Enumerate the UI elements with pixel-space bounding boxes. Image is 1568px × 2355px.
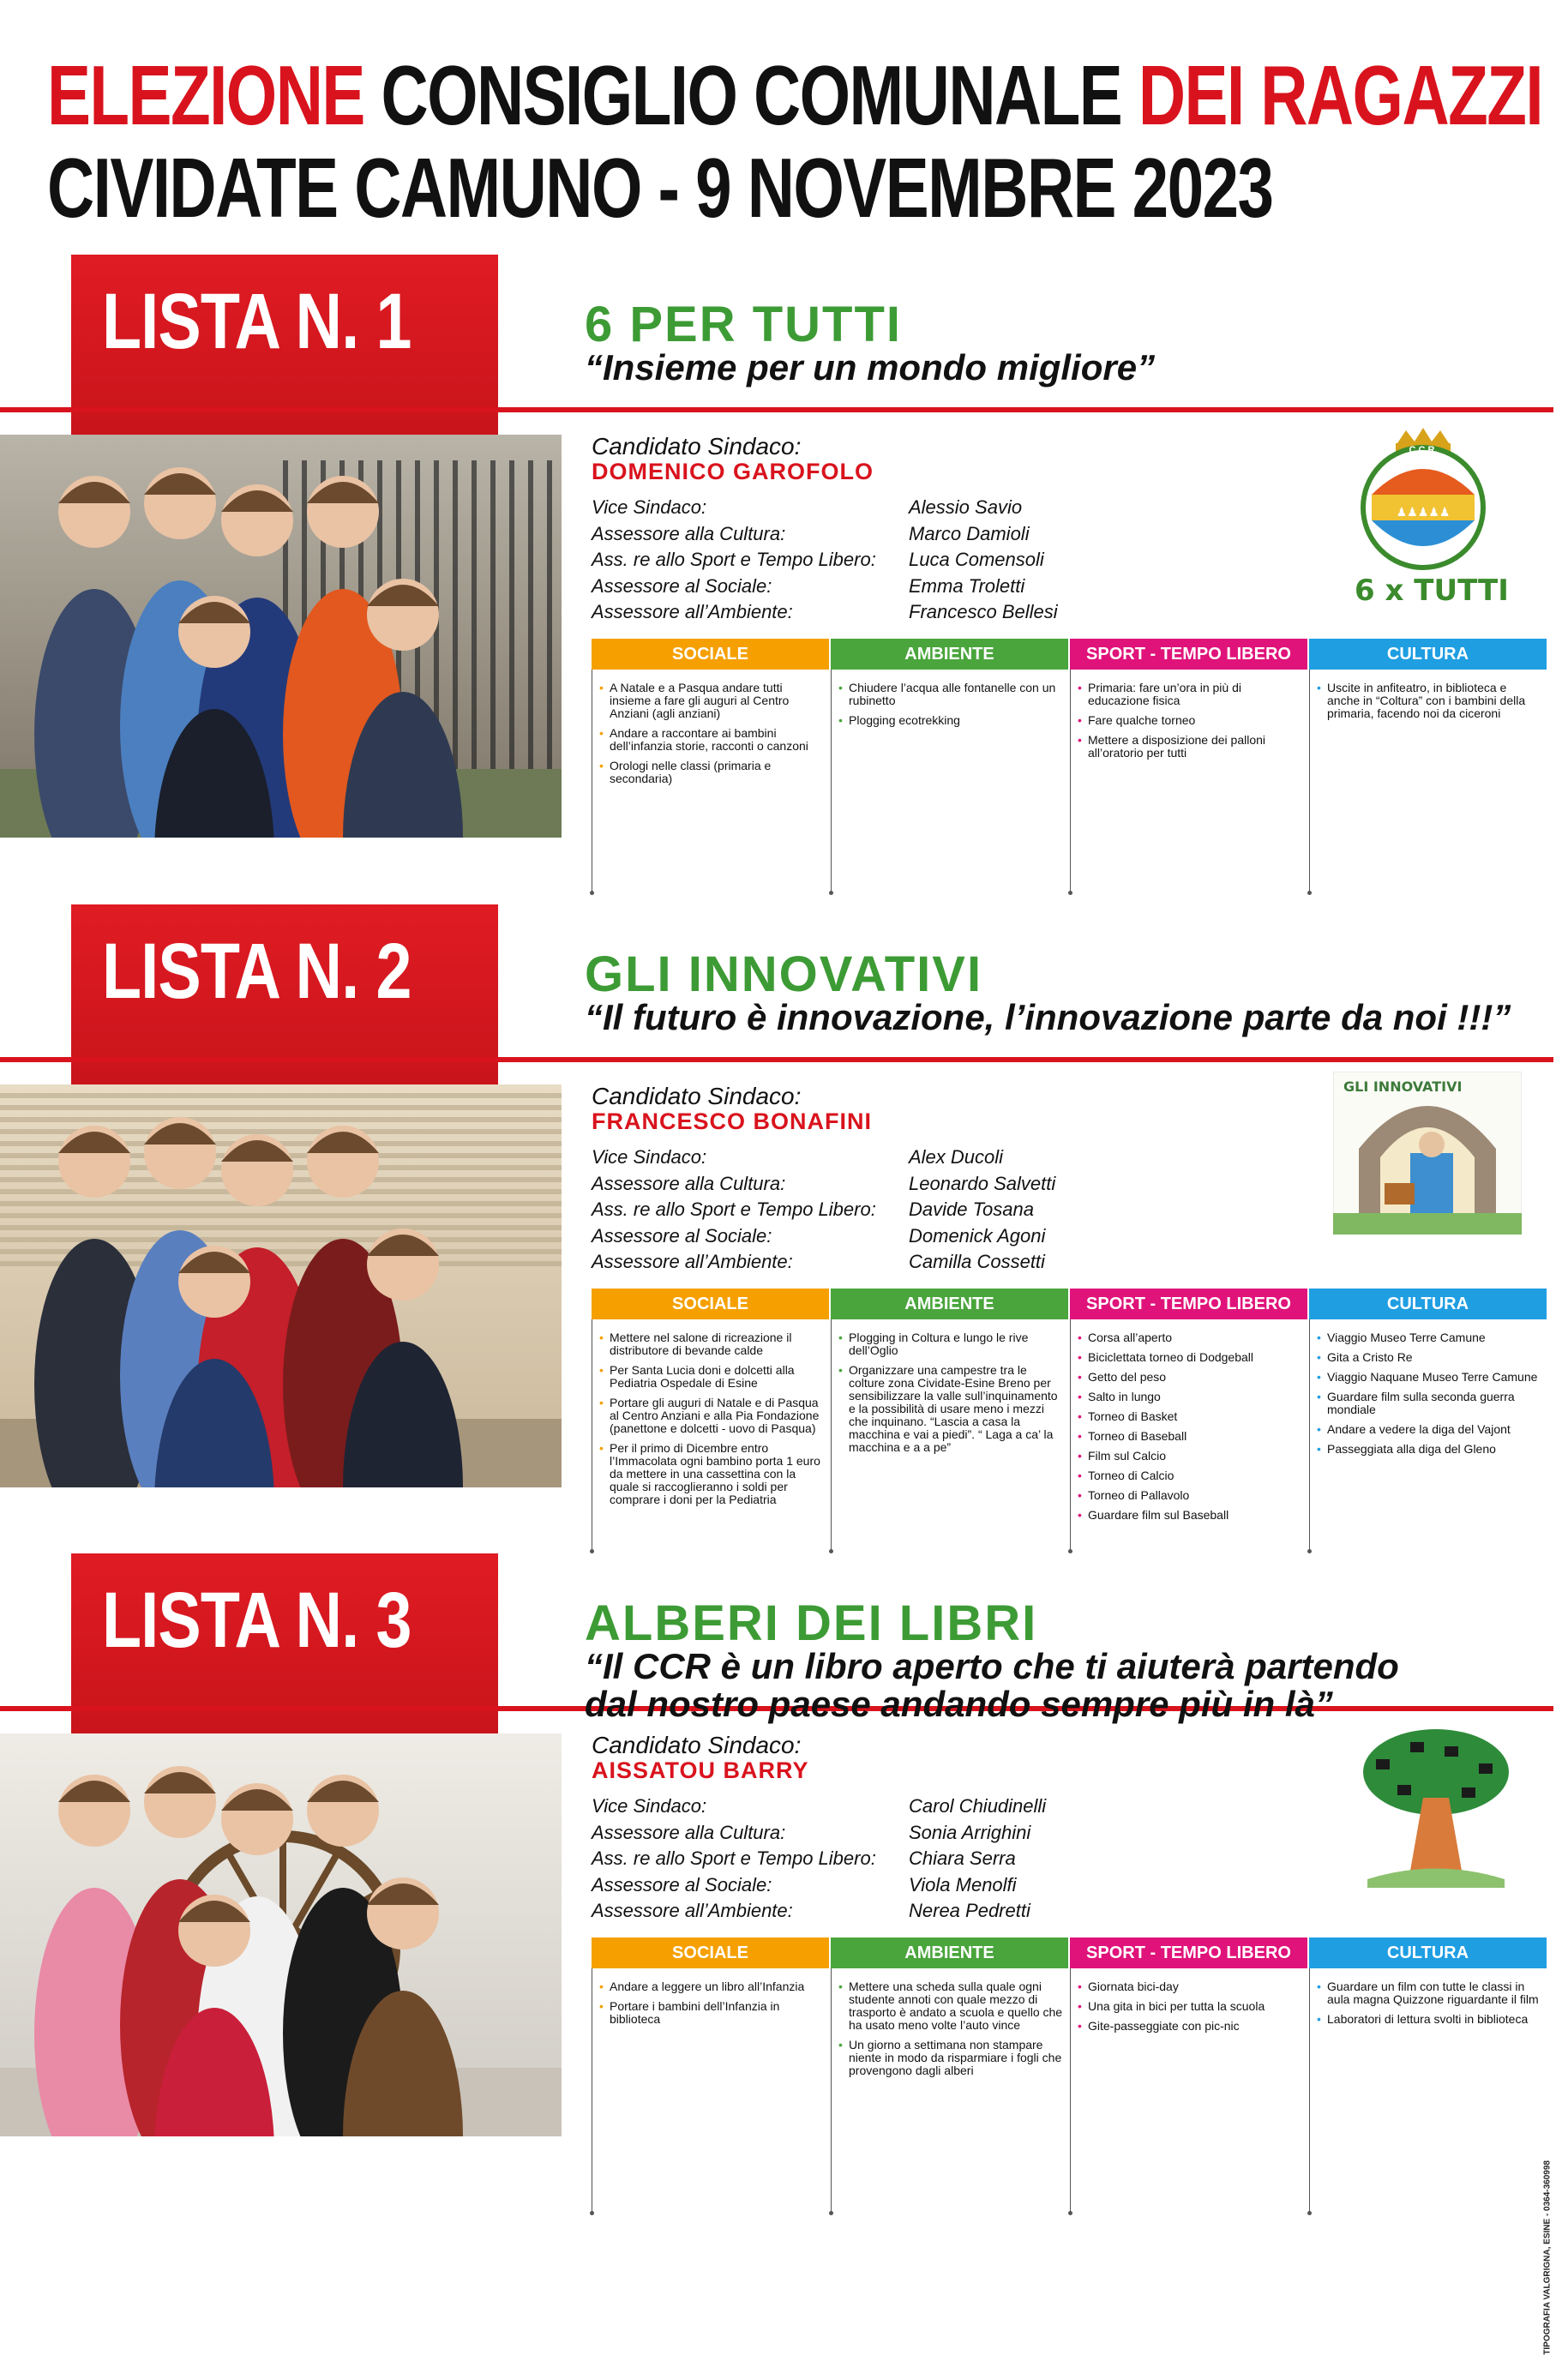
mayor-candidate-label: Candidato Sindaco:	[592, 1732, 802, 1758]
role-label: Ass. re allo Sport e Tempo Libero:	[592, 1847, 876, 1869]
role-label: Vice Sindaco:	[592, 1795, 707, 1817]
role-label: Assessore al Sociale:	[592, 574, 772, 597]
program-header-cultura: CULTURA	[1309, 639, 1547, 670]
program-item: • Per Santa Lucia doni e dolcetti alla Pediatria Ospedale di Esine	[610, 1364, 825, 1390]
program-item: • Laboratori di lettura svolti in biblioteca	[1327, 2013, 1542, 2026]
header-line-2: CIVIDATE CAMUNO - 9 NOVEMBRE 2023	[47, 141, 1273, 235]
section-divider	[0, 1057, 1553, 1062]
list-name: GLI INNOVATIVI	[585, 946, 983, 1002]
role-label: Assessore all’Ambiente:	[592, 601, 793, 622]
mayor-candidate-label: Candidato Sindaco:	[592, 1083, 802, 1109]
role-label: Assessore al Sociale:	[592, 1873, 772, 1895]
program-header-sociale: SOCIALE	[592, 1937, 829, 1968]
list-motto-line-2: dal nostro paese andando sempre più in là”	[585, 1684, 1333, 1724]
program-item: • Orologi nelle classi (primaria e secondaria)	[610, 760, 825, 785]
role-person: Emma Troletti	[909, 574, 1025, 597]
program-item: • Fare qualche torneo	[1088, 714, 1303, 727]
program-header-sport: SPORT - TEMPO LIBERO	[1070, 1937, 1307, 1968]
program-item: • Plogging ecotrekking	[849, 714, 1064, 727]
program-item: • Una gita in bici per tutta la scuola	[1088, 2000, 1303, 2013]
title-dei-ragazzi: DEI RAGAZZI	[1138, 48, 1543, 142]
logo-text: 6 x TUTTI	[1355, 574, 1509, 608]
list-section-3	[0, 1553, 1568, 2205]
role-person: Alex Ducoli	[909, 1146, 1004, 1168]
program-item: • Passeggiata alla diga del Gleno	[1327, 1443, 1542, 1456]
list-section-2	[0, 904, 1568, 1556]
program-item: • A Natale e a Pasqua andare tutti insieme a fare gli auguri al Centro Anziani (agli anziani)	[610, 682, 825, 720]
list-motto: “Il CCR è un libro aperto che ti aiuterà partendo	[585, 1646, 1399, 1686]
program-item: • Salto in lungo	[1088, 1391, 1303, 1403]
role-person: Camilla Cossetti	[909, 1251, 1045, 1272]
program-column-cultura	[1309, 670, 1549, 892]
program-header-ambiente: AMBIENTE	[831, 639, 1068, 670]
svg-text:♟♟♟♟♟: ♟♟♟♟♟	[1396, 506, 1451, 520]
column-tick	[1307, 2211, 1312, 2215]
list-section-1	[0, 255, 1568, 906]
program-column-sociale	[592, 670, 832, 892]
column-tick	[1307, 891, 1312, 895]
program-item: • Per il primo di Dicembre entro l’Immacolata ogni bambino porta 1 euro da mettere in una cassettina con la quale si raccoglieranno i soldi per comprare i doni per la Pediatria	[610, 1442, 825, 1506]
role-person: Davide Tosana	[909, 1199, 1034, 1220]
program-item: • Portare gli auguri di Natale e di Pasqua al Centro Anziani e alla Pia Fondazione (panettone e dolcetti - uovo di Pasqua)	[610, 1397, 825, 1435]
list-logo	[1350, 1721, 1522, 1896]
role-person: Chiara Serra	[909, 1847, 1016, 1869]
program-item: • Primaria: fare un’ora in più di educazione fisica	[1088, 682, 1303, 707]
role-person: Sonia Arrighini	[909, 1821, 1031, 1843]
mayor-candidate-name: DOMENICO GAROFOLO	[592, 459, 874, 484]
program-item: • Andare a raccontare ai bambini dell’infanzia storie, racconti o canzoni	[610, 727, 825, 753]
program-item: • Film sul Calcio	[1088, 1450, 1303, 1463]
column-tick	[1068, 2211, 1072, 2215]
program-item: • Organizzare una campestre tra le colture zona Cividate-Esine Breno per sensibilizzare la valle sull’inquinamento e la possibilità di usare meno i mezzi che inquinano. “Lascia a casa la macchina e vai a piedi”. “ Laga a ca’ la macchina e a a pe”	[849, 1364, 1064, 1454]
role-person: Carol Chiudinelli	[909, 1795, 1047, 1817]
program-item: • Corsa all’aperto	[1088, 1331, 1303, 1344]
program-header-ambiente: AMBIENTE	[831, 1289, 1068, 1319]
program-column-cultura	[1309, 1968, 1549, 2213]
program-item: • Torneo di Pallavolo	[1088, 1489, 1303, 1502]
candidates-group-photo	[0, 435, 562, 838]
title-word-elezione: ELEZIONE	[47, 48, 364, 142]
program-item: • Guardare film sul Baseball	[1088, 1509, 1303, 1522]
program-table	[592, 639, 1548, 892]
list-motto: “Il futuro è innovazione, l’innovazione parte da noi !!!”	[585, 997, 1511, 1037]
role-person: Francesco Bellesi	[909, 601, 1058, 622]
list-number-label: LISTA N. 3	[102, 1577, 412, 1664]
program-header-ambiente: AMBIENTE	[831, 1937, 1068, 1968]
program-item: • Mettere una scheda sulla quale ogni studente annoti con quale mezzo di trasporto è andato a scuola e quello che ha usato meno volte l’auto vince	[849, 1980, 1064, 2032]
program-item: • Getto del peso	[1088, 1371, 1303, 1384]
role-label: Assessore all’Ambiente:	[592, 1900, 793, 1921]
column-tick	[829, 2211, 833, 2215]
program-column-sport	[1070, 1319, 1310, 1551]
list-logo	[1333, 1072, 1522, 1239]
role-label: Assessore alla Cultura:	[592, 1172, 786, 1194]
role-person: Luca Comensoli	[909, 549, 1044, 570]
role-label: Assessore alla Cultura:	[592, 1821, 786, 1843]
logo-text: GLI INNOVATIVI	[1343, 1078, 1463, 1095]
role-person: Marco Damioli	[909, 522, 1030, 544]
role-person: Leonardo Salvetti	[909, 1172, 1056, 1194]
candidates-group-photo	[0, 1084, 562, 1487]
program-item: • Gita a Cristo Re	[1327, 1351, 1542, 1364]
role-person: Nerea Pedretti	[909, 1900, 1030, 1921]
program-column-sport	[1070, 1968, 1310, 2213]
program-header-cultura: CULTURA	[1309, 1289, 1547, 1319]
program-column-cultura	[1309, 1319, 1549, 1551]
list-name: ALBERI DEI LIBRI	[585, 1595, 1038, 1651]
mayor-candidate-label: Candidato Sindaco:	[592, 433, 802, 460]
program-column-ambiente	[831, 1319, 1071, 1551]
list-number-label: LISTA N. 1	[102, 278, 412, 365]
mayor-candidate-name: FRANCESCO BONAFINI	[592, 1108, 872, 1134]
program-column-sport	[1070, 670, 1310, 892]
role-person: Domenick Agoni	[909, 1224, 1046, 1247]
program-header-sport: SPORT - TEMPO LIBERO	[1070, 639, 1307, 670]
printer-credit: TIPOGRAFIA VALGRIGNA, ESINE - 0364-360998	[1543, 2160, 1553, 2355]
program-item: • Guardare film sulla seconda guerra mondiale	[1327, 1391, 1542, 1416]
program-column-sociale	[592, 1319, 832, 1551]
candidates-group-photo	[0, 1733, 562, 2136]
mayor-candidate-name: AISSATOU BARRY	[592, 1757, 809, 1783]
title-consiglio-comunale: CONSIGLIO COMUNALE	[381, 48, 1122, 142]
program-item: • Torneo di Calcio	[1088, 1469, 1303, 1482]
program-column-sociale	[592, 1968, 832, 2213]
column-tick	[590, 891, 594, 895]
list-logo	[1346, 426, 1509, 608]
program-item: • Viaggio Museo Terre Camune	[1327, 1331, 1542, 1344]
program-item: • Chiudere l’acqua alle fontanelle con un rubinetto	[849, 682, 1064, 707]
program-item: • Andare a leggere un libro all’Infanzia	[610, 1980, 825, 1993]
role-person: Viola Menolfi	[909, 1873, 1017, 1895]
program-item: • Viaggio Naquane Museo Terre Camune	[1327, 1371, 1542, 1384]
program-table	[592, 1289, 1548, 1551]
role-label: Assessore al Sociale:	[592, 1224, 772, 1247]
program-item: • Portare i bambini dell’Infanzia in biblioteca	[610, 2000, 825, 2026]
column-tick	[1068, 891, 1072, 895]
program-item: • Un giorno a settimana non stampare niente in modo da risparmiare i fogli che provengono dagli alberi	[849, 2039, 1064, 2077]
program-item: • Guardare un film con tutte le classi in aula magna Quizzone riguardante il film	[1327, 1980, 1542, 2006]
program-item: • Giornata bici-day	[1088, 1980, 1303, 1993]
column-tick	[829, 891, 833, 895]
program-item: • Torneo di Basket	[1088, 1410, 1303, 1423]
program-item: • Gite-passeggiate con pic-nic	[1088, 2020, 1303, 2033]
program-column-ambiente	[831, 670, 1071, 892]
role-label: Ass. re allo Sport e Tempo Libero:	[592, 1199, 876, 1220]
role-label: Vice Sindaco:	[592, 496, 707, 518]
program-item: • Mettere nel salone di ricreazione il distributore di bevande calde	[610, 1331, 825, 1357]
role-label: Vice Sindaco:	[592, 1146, 707, 1168]
role-label: Assessore alla Cultura:	[592, 522, 786, 544]
list-name: 6 PER TUTTI	[585, 297, 903, 352]
section-divider	[0, 407, 1553, 412]
program-header-cultura: CULTURA	[1309, 1937, 1547, 1968]
program-item: • Uscite in anfiteatro, in biblioteca e anche in “Coltura” con i bambini della primaria, facendo noi da ciceroni	[1327, 682, 1542, 720]
program-header-sociale: SOCIALE	[592, 1289, 829, 1319]
role-person: Alessio Savio	[909, 496, 1023, 518]
program-table	[592, 1937, 1548, 2213]
role-label: Ass. re allo Sport e Tempo Libero:	[592, 549, 876, 570]
program-header-sport: SPORT - TEMPO LIBERO	[1070, 1289, 1307, 1319]
list-motto: “Insieme per un mondo migliore”	[585, 347, 1156, 387]
program-column-ambiente	[831, 1968, 1071, 2213]
role-label: Assessore all’Ambiente:	[592, 1251, 793, 1272]
program-header-sociale: SOCIALE	[592, 639, 829, 670]
program-item: • Plogging in Coltura e lungo le rive dell’Oglio	[849, 1331, 1064, 1357]
program-item: • Torneo di Baseball	[1088, 1430, 1303, 1443]
list-number-label: LISTA N. 2	[102, 928, 412, 1015]
column-tick	[590, 2211, 594, 2215]
program-item: • Biciclettata torneo di Dodgeball	[1088, 1351, 1303, 1364]
program-item: • Andare a vedere la diga del Vajont	[1327, 1423, 1542, 1436]
header-line-1	[47, 48, 1543, 142]
program-item: • Mettere a disposizione dei palloni all’oratorio per tutti	[1088, 734, 1303, 760]
logo-badge-text: C.C.R.	[1409, 445, 1438, 455]
